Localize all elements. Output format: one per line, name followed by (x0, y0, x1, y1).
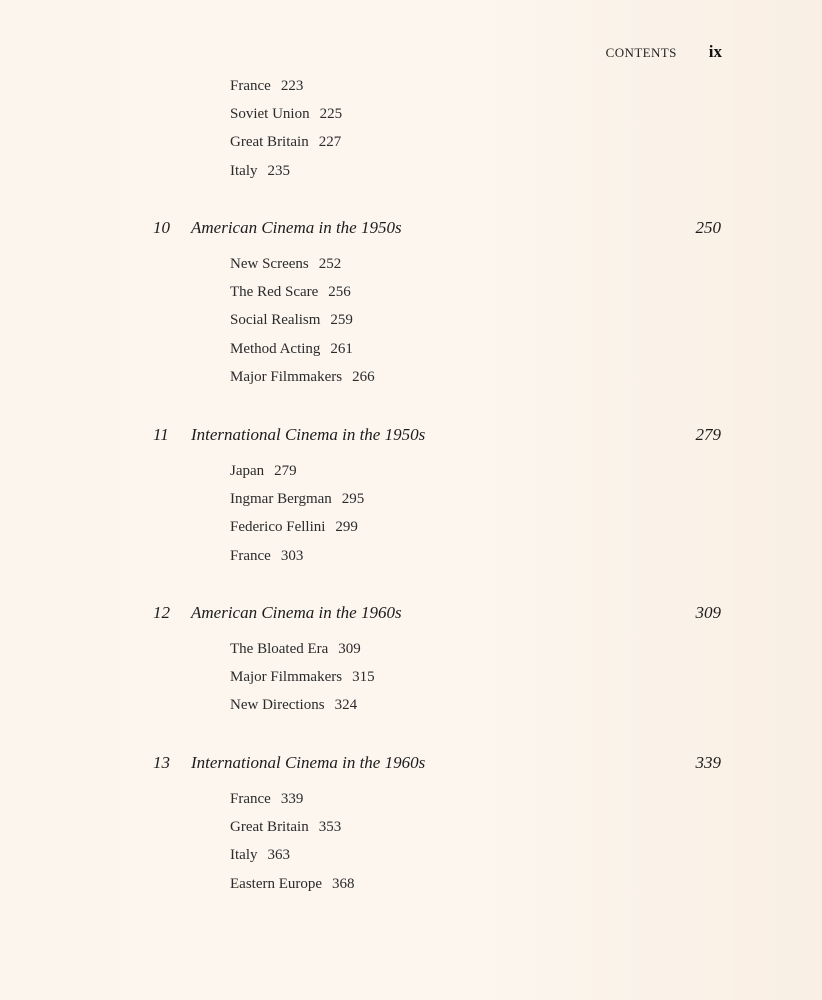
chapter-page: 309 (695, 603, 721, 622)
chapter-title: International Cinema in the 1960s (191, 753, 426, 772)
entry-page: 363 (267, 847, 290, 864)
entry-page: 256 (328, 284, 351, 301)
entry-page: 324 (334, 697, 358, 714)
entry-label: The Bloated Era (230, 641, 329, 657)
chapter-heading (0, 753, 822, 777)
entry-label: France (230, 547, 271, 564)
toc-entry (230, 791, 355, 819)
running-head-title: CONTENTS (605, 45, 677, 60)
entry-page: 235 (267, 162, 290, 179)
entry-label: Major Filmmakers (230, 368, 343, 385)
toc-entry (230, 463, 364, 491)
toc-entry (230, 284, 375, 312)
entry-label: Great Britain (230, 134, 309, 151)
entry-page: 223 (280, 78, 304, 94)
entry-page: 225 (319, 106, 343, 123)
entry-label: Italy (230, 847, 258, 864)
toc-entry (230, 519, 364, 547)
chapter-heading (0, 425, 822, 449)
entry-label: Great Britain (230, 819, 309, 836)
entry-label: New Screens (230, 256, 309, 272)
entry-page: 227 (318, 134, 342, 151)
entry-label: France (230, 78, 271, 94)
toc-entry (230, 256, 375, 284)
chapter-12 (0, 603, 822, 714)
entry-label: Federico Fellini (230, 519, 326, 536)
chapter-title: International Cinema in the 1950s (191, 425, 426, 444)
running-head-page-number: ix (708, 42, 722, 61)
toc-entry (230, 312, 375, 340)
entry-page: 315 (352, 669, 375, 686)
entry-page: 299 (335, 519, 358, 536)
entry-page: 295 (341, 491, 365, 508)
toc-entry (230, 134, 342, 162)
entry-label: Soviet Union (230, 106, 310, 123)
entry-page: 259 (330, 312, 353, 329)
entry-label: Method Acting (230, 340, 321, 357)
entry-label: Eastern Europe (230, 875, 323, 892)
toc-entry (230, 548, 364, 576)
chapter-number: 11 (153, 425, 169, 444)
toc-entry (230, 819, 355, 847)
continued-entry-list (230, 78, 342, 191)
entry-page: 266 (352, 368, 375, 385)
toc-entry (230, 641, 375, 669)
toc-entry (230, 697, 375, 725)
chapter-number: 13 (153, 753, 170, 772)
entry-label: New Directions (230, 697, 325, 714)
chapter-page: 339 (695, 753, 721, 772)
entry-label: The Red Scare (230, 284, 319, 301)
chapter-entry-list (230, 641, 375, 726)
entry-page: 261 (330, 340, 353, 357)
entry-page: 309 (338, 641, 361, 657)
entry-label: Ingmar Bergman (230, 491, 332, 508)
chapter-number: 12 (153, 603, 170, 622)
chapter-entry-list (230, 791, 355, 904)
toc-entry (230, 847, 355, 875)
entry-page: 368 (332, 875, 355, 892)
chapter-number: 10 (153, 218, 170, 237)
entry-label: Major Filmmakers (230, 669, 343, 686)
toc-entry (230, 106, 342, 134)
toc-entry (230, 876, 355, 904)
chapter-heading (0, 603, 822, 627)
toc-entry (230, 491, 364, 519)
chapter-11 (0, 425, 822, 564)
chapter-entry-list (230, 463, 364, 576)
entry-label: France (230, 791, 271, 807)
chapter-page: 250 (695, 218, 721, 237)
toc-entry (230, 163, 342, 191)
entry-page: 303 (280, 547, 304, 564)
running-head (606, 42, 722, 62)
chapter-10 (0, 218, 822, 385)
chapter-13 (0, 753, 822, 892)
toc-entry (230, 669, 375, 697)
entry-page: 339 (280, 791, 304, 807)
chapter-heading (0, 218, 822, 242)
toc-entry (230, 78, 342, 106)
chapter-page: 279 (695, 425, 721, 444)
entry-page: 279 (274, 463, 297, 479)
chapter-title: American Cinema in the 1960s (191, 603, 402, 622)
chapter-title: American Cinema in the 1950s (191, 218, 402, 237)
entry-label: Italy (230, 162, 258, 179)
toc-entry (230, 369, 375, 397)
chapter-entry-list (230, 256, 375, 397)
toc-entry (230, 341, 375, 369)
entry-label: Japan (230, 463, 265, 479)
entry-page: 353 (318, 819, 342, 836)
entry-label: Social Realism (230, 312, 321, 329)
entry-page: 252 (318, 256, 342, 272)
